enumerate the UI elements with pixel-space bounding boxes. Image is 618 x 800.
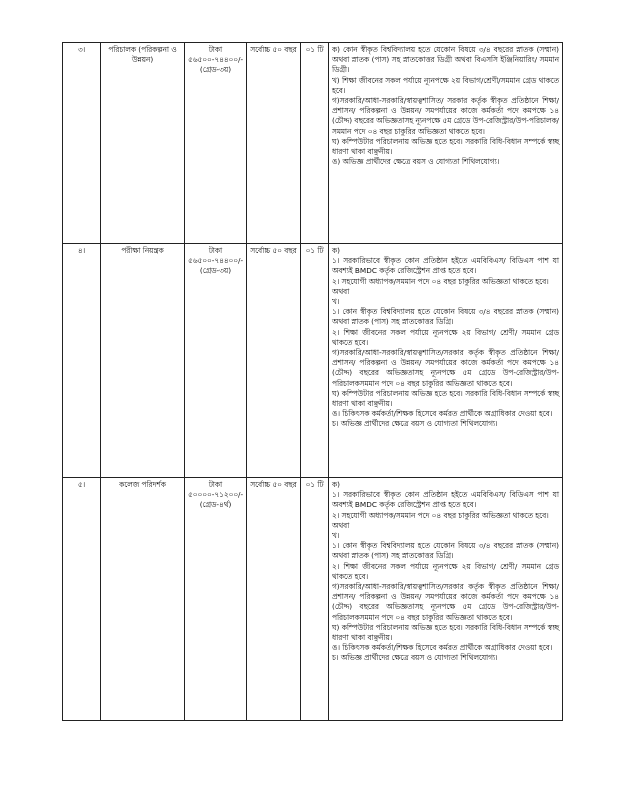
qualification-line: ক) কোন স্বীকৃত বিশ্ববিদ্যালয় হতে যেকোন বিষয়ে ৩/৪ বছরের স্নাতক (সম্মান) অথবা স্নাতক (পাস) সহ স্নাতকোত্তর ডিগ্রী অথবা বিএসসি ইঞ্জিনিয়ারিং/ সমমান ডিগ্রী।	[332, 45, 559, 75]
qualification-line: ঙ। চিকিৎসক কর্মকর্তা/শিক্ষক হিসেবে কর্মরত প্রার্থীকে অগ্রাধিকার দেওয়া হবে।	[332, 409, 553, 419]
qualification-line: ২। শিক্ষা জীবনের সকল পর্যায়ে ন্যূনপক্ষে ২য় বিভাগ/ শ্রেণী/ সমমান গ্রেড থাকতে হবে।	[332, 561, 559, 581]
post-count-cell: ০১ টি	[301, 43, 329, 244]
post-name-cell: পরীক্ষা নিয়ন্ত্রক	[101, 244, 185, 478]
qualification-line: ১। কোন স্বীকৃত বিশ্ববিদ্যালয় হতে যেকোন বিষয়ে ৩/৪ বছরের স্নাতক (সম্মান) অথবা স্নাতক (পাস) সহ স্নাতকোত্তর ডিগ্রি।	[332, 307, 559, 327]
qualification-line: গ)সরকারি/আধা-সরকারি/স্বায়ত্বশাসিত/সরকার কর্তৃক স্বীকৃত প্রতিষ্ঠানে শিক্ষা/প্রশাসন/ পরিকল্পনা ও উন্নয়ন/ সমপর্যায়ের কাজে কর্মকর্তা পদে কমপক্ষে ১৪ (চৌদ্দ) বছরের অভিজ্ঞতাসহ ন্যূনপক্ষে ৫ম গ্রেডে উপ-রেজিস্ট্রার/উপ-পরিচালকসমমান পদে ০৪ বছর চাকুরির অভিজ্ঞতা থাকতে হবে।	[332, 582, 559, 622]
pay-scale-cell: টাকা ৫৬৫০০-৭৪৪০০/- (গ্রেড-৩য়)	[185, 43, 247, 244]
qualification-line: ঙ। চিকিৎসক কর্মকর্তা/শিক্ষক হিসেবে কর্মরত প্রার্থীকে অগ্রাধিকার দেওয়া হবে।	[332, 643, 553, 653]
qualification-line: চ। অভিজ্ঞ প্রার্থীদের ক্ষেত্রে বয়স ও যোগ্যতা শিথিলযোগ্য।	[332, 419, 498, 429]
qualification-line: চ। অভিজ্ঞ প্রার্থীদের ক্ষেত্রে বয়স ও যোগ্যতা শিথিলযোগ্য।	[332, 653, 498, 663]
qualification-line: ২। শিক্ষা জীবনের সকল পর্যায়ে ন্যূনপক্ষে ২য় বিভাগ/ শ্রেণী/ সমমান গ্রেড থাকতে হবে।	[332, 327, 559, 347]
qualification-line: খ।	[332, 297, 340, 307]
document-page	[62, 42, 562, 721]
serial-cell: ৩।	[63, 43, 101, 244]
qualification-line: ২। সহযোগী অধ্যাপক/সমমান পদে ০৪ বছর চাকুরির অভিজ্ঞতা থাকতে হবে।	[332, 510, 549, 520]
qualification-line: ঘ) কম্পিউটার পরিচালনায় অভিজ্ঞ হতে হবে। সরকারি বিধি-বিধান সম্পর্কে স্বচ্ছ ধারণা থাকা বাঞ্ছনীয়।	[332, 388, 559, 409]
post-name-cell: পরিচালক (পরিকল্পনা ও উন্নয়ন)	[101, 43, 185, 244]
qualification-line: গ)সরকারি/আধা-সরকারি/স্বায়ত্বশাসিত/সরকার কর্তৃক স্বীকৃত প্রতিষ্ঠানে শিক্ষা/প্রশাসন/ পরিকল্পনা ও উন্নয়ন/ সমপর্যায়ের কাজে কর্মকর্তা পদে কমপক্ষে ১৪ (চৌদ্দ) বছরের অভিজ্ঞতাসহ ন্যূনপক্ষে ৫ম গ্রেডে উপ-রেজিস্ট্রার/উপ-পরিচালকসমমান পদে ০৪ বছর চাকুরির অভিজ্ঞতা থাকতে হবে।	[332, 348, 559, 388]
qualification-line: ঘ) কম্পিউটার পরিচালনায় অভিজ্ঞ হতে হবে। সরকারি বিধি-বিধান সম্পর্কে স্বচ্ছ ধারণা থাকা বাঞ্ছনীয়।	[332, 622, 559, 643]
qualifications-cell	[329, 478, 563, 721]
age-limit-cell: সর্বোচ্চ ৫০ বছর	[247, 478, 301, 721]
qualification-line: ১। কোন স্বীকৃত বিশ্ববিদ্যালয় হতে যেকোন বিষয়ে ৩/৪ বছরের স্নাতক (সম্মান) অথবা স্নাতক (পাস) সহ স্নাতকোত্তর ডিগ্রি।	[332, 541, 559, 561]
qualification-line: ঙ) অভিজ্ঞ প্রার্থীদের ক্ষেত্রে বয়স ও যোগ্যতা শিথিলযোগ্য।	[332, 157, 500, 167]
age-limit-cell: সর্বোচ্চ ৫০ বছর	[247, 244, 301, 478]
post-count-cell: ০১ টি	[301, 244, 329, 478]
qualification-line: খ।	[332, 531, 340, 541]
post-name-cell: কলেজ পরিদর্শক	[101, 478, 185, 721]
post-count-cell: ০১ টি	[301, 478, 329, 721]
pay-scale-cell: টাকা ৫০০০০-৭১২০০/- (গ্রেড-৪র্থ)	[185, 478, 247, 721]
table-row	[63, 478, 563, 721]
qualification-line: গ)সরকারি/আধা-সরকারি/স্বায়ত্বশাসিত/ সরকার কর্তৃক স্বীকৃত প্রতিষ্ঠানে শিক্ষা/প্রশাসন/ পরিকল্পনা ও উন্নয়ন/ সমপর্যায়ের কাজে কর্মকর্তা পদে কমপক্ষে ১৪ (চৌদ্দ) বছরের অভিজ্ঞতাসহ ন্যূনপক্ষে ৫ম গ্রেডে উপ-রেজিস্ট্রার/উপ-পরিচালক/সমমান পদে ০৪ বছর চাকুরির অভিজ্ঞতা থাকতে হবে।	[332, 96, 560, 136]
job-requirements-table	[62, 42, 563, 721]
qualification-line: ১। সরকারিভাবে স্বীকৃত কোন প্রতিষ্ঠান হইতে এমবিবিএস/ বিডিএস পাশ যা অবশ্যই BMDC কর্তৃক রেজিস্ট্রেশন প্রাপ্ত হতে হবে।	[332, 256, 559, 276]
qualifications-cell	[329, 43, 563, 244]
serial-cell: ৫।	[63, 478, 101, 721]
qualification-line: ২। সহযোগী অধ্যাপক/সমমান পদে ০৪ বছর চাকুরির অভিজ্ঞতা থাকতে হবে।	[332, 276, 549, 286]
qualification-line: অথবা	[332, 286, 350, 296]
qualification-line: ক)	[332, 246, 340, 255]
qualification-line: ক)	[332, 480, 340, 489]
qualification-line: অথবা	[332, 520, 350, 530]
pay-scale-cell: টাকা ৫৬৫০০-৭৪৪০০/- (গ্রেড-৩য়)	[185, 244, 247, 478]
table-row	[63, 244, 563, 478]
qualification-line: খ) শিক্ষা জীবনের সকল পর্যায়ে ন্যূনপক্ষে ২য় বিভাগ/শ্রেণী/সমমান গ্রেড থাকতে হবে।	[332, 75, 559, 95]
age-limit-cell: সর্বোচ্চ ৫০ বছর	[247, 43, 301, 244]
table-row	[63, 43, 563, 244]
qualifications-cell	[329, 244, 563, 478]
serial-cell: ৪।	[63, 244, 101, 478]
qualification-line: ঘ) কম্পিউটার পরিচালনায় অভিজ্ঞ হতে হবে। সরকারি বিধি-বিধান সম্পর্কে স্বচ্ছ ধারণা থাকা বাঞ্ছনীয়।	[332, 136, 559, 157]
qualification-line: ১। সরকারিভাবে স্বীকৃত কোন প্রতিষ্ঠান হইতে এমবিবিএস/ বিডিএস পাশ যা অবশ্যই BMDC কর্তৃক রেজিস্ট্রেশন প্রাপ্ত হতে হবে।	[332, 490, 559, 510]
